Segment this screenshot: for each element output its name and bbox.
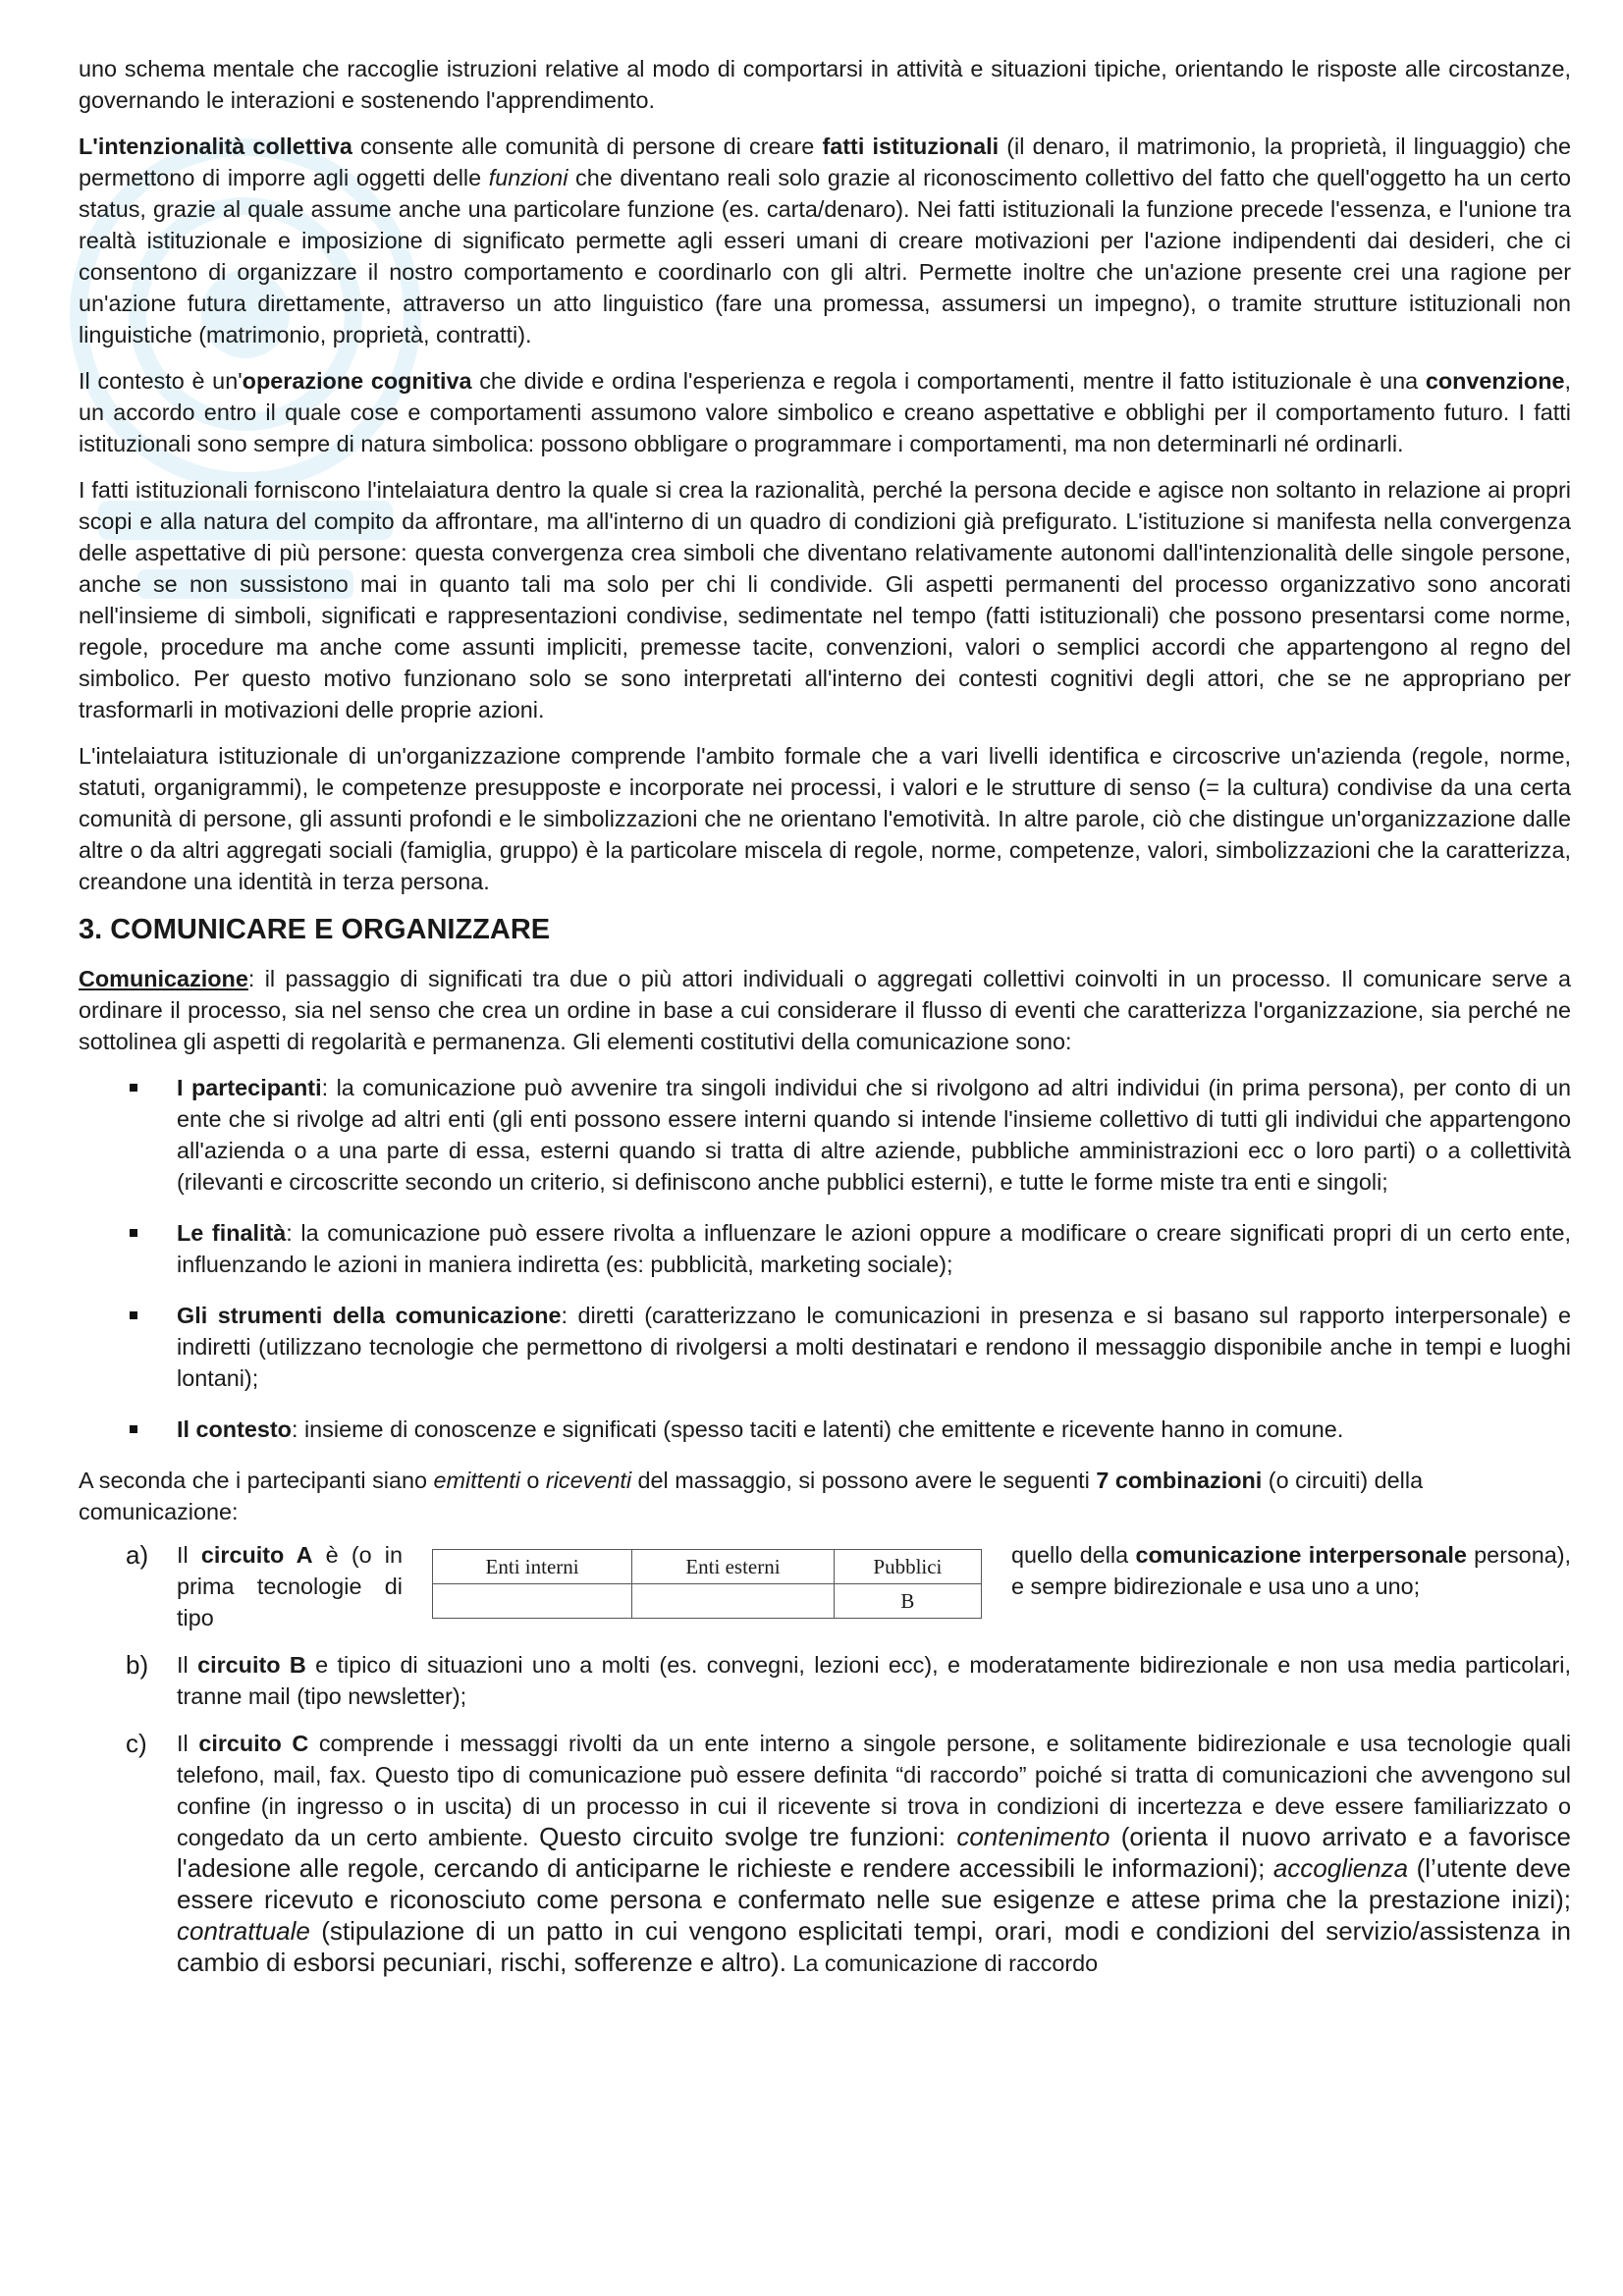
item-marker-c: c): [126, 1729, 147, 1758]
document-page: [79, 53, 1571, 1995]
communication-elements-list: [79, 1072, 1571, 1445]
section-heading: 3. COMUNICARE E ORGANIZZARE: [79, 914, 551, 945]
combinations-paragraph: A seconda che i partecipanti siano emittenti o riceventi del massaggio, si possono avere le seguenti 7 combinazioni (o circuiti) della comunicazione:: [79, 1468, 1424, 1524]
intro-paragraph: uno schema mentale che raccoglie istruzioni relative al modo di comportarsi in attività e situazioni tipiche, orientando le risposte alle circostanze, governando le interazioni e sostenendo l'apprendimento.: [79, 56, 1571, 113]
table-cell: [433, 1584, 632, 1619]
circuit-a-item: [79, 1539, 1571, 1633]
collective-intentionality-paragraph: L'intenzionalità collettiva consente alle comunità di persone di creare fatti istituzionali (il denaro, il matrimonio, la proprietà, il linguaggio) che permettono di imporre agli oggetti delle funzioni che diventano reali solo grazie al riconoscimento collettivo del fatto che quell'oggetto ha un certo status, grazie al quale assume anche una particolare funzione (es. carta/denaro). Nei fatti istituzionali la funzione precede l'essenza, e l'unione tra realtà istituzionale e imposizione di significato permette agli esseri umani di creare motivazioni per l'azione indipendenti dai desideri, che ci consentono di organizzare il nostro comportamento e coordinarlo con gli altri. Permette inoltre che un'azione presente crei una ragione per un'azione futura direttamente, attraverso un atto linguistico (fare una promessa, assumersi un impegno), o tramite strutture istituzionali non linguistiche (matrimonio, proprietà, contratti).: [79, 133, 1572, 347]
table-cell-b: B: [834, 1584, 981, 1619]
list-item-context: Il contesto: insieme di conoscenze e significati (spesso taciti e latenti) che emittente e ricevente hanno in comune.: [79, 1414, 1571, 1445]
circuit-c-item: c) Il circuito C comprende i messaggi rivolti da un ente interno a singole persone, e solitamente bidirezionale e usa tecnologie quali telefono, mail, fax. Questo tipo di comunicazione può essere definita “di raccordo” poiché si tratta di comunicazioni che avvengono sul confine (in ingresso o in uscita) di un processo in cui il ricevente si trova in condizioni di incertezza e deve essere familiarizzato o congedato da un certo ambiente. Questo circuito svolge tre funzioni: contenimento (orienta il nuovo arrivato e a favorisce l'adesione alle regole, cercando di anticiparne le richieste e rendere accessibili le informazioni); accoglienza (l’utente deve essere ricevuto e riconosciuto come persona e confermato nelle sue esigenze e attese prima che la prestazione inizi); contrattuale (stipulazione di un patto in cui vengono esplicitati tempi, orari, modi e condizioni del servizio/assistenza in cambio di esborsi pecuniari, rischi, sofferenze e altro). La comunicazione di raccordo: [79, 1728, 1571, 1979]
table-header-internal: Enti interni: [433, 1550, 632, 1584]
item-marker-b: b): [126, 1650, 149, 1680]
circuit-table: [432, 1549, 982, 1619]
table-cell: [632, 1584, 835, 1619]
institutional-facts-paragraph: I fatti istituzionali forniscono l'intelaiatura dentro la quale si crea la razionalità, perché la persona decide e agisce non soltanto in relazione ai propri scopi e alla natura del compito da affrontare, ma all'interno di un quadro di condizioni già prefigurato. L'istituzione si manifesta nella convergenza delle aspettative di più persone: questa convergenza crea simboli che diventano relativamente autonomi dall'intenzionalità delle singole persone, anche se non sussistono mai in quanto tali ma solo per chi li condivide. Gli aspetti permanenti del processo organizzativo sono ancorati nell'insieme di simboli, significati e rappresentazioni condivise, sedimentate nel tempo (fatti istituzionali) che possono presentarsi come norme, regole, procedure ma anche come assunti impliciti, premesse tacite, convenzioni, valori o semplici accordi che appartengono al regno del simbolico. Per questo motivo funzionano solo se sono interpretati all'interno dei contesti cognitivi degli attori, che se ne appropriano per trasformarli in motivazioni delle proprie azioni.: [79, 477, 1571, 722]
table-header-public: Pubblici: [834, 1550, 981, 1584]
circuit-a-left-text: Il circuito A è (o in prima tecnologie di tipo: [177, 1542, 403, 1630]
list-item-participants: I partecipanti: la comunicazione può avvenire tra singoli individui che si rivolgono ad altri individui (in prima persona), per conto di un ente che si rivolge ad altri enti (gli enti possono essere interni quando si intende l'insieme collettivo di tutti gli individui che appartengono all'azienda o a una parte di essa, esterni quando si tratta di altre aziende, pubbliche amministrazioni ecc o loro parti) o a collettività (rilevanti e circoscritte secondo un criterio, si definiscono anche pubblici esterni), e tutte le forme miste tra enti e singoli;: [79, 1072, 1571, 1198]
item-marker-a: a): [126, 1540, 149, 1570]
list-item-tools: Gli strumenti della comunicazione: diretti (caratterizzano le comunicazioni in presenza e si basano sul rapporto interpersonale) e indiretti (utilizzano tecnologie che permettono di rivolgersi a molti destinatari e rendono il messaggio disponibile anche in tempi e luoghi lontani);: [79, 1300, 1571, 1394]
table-header-external: Enti esterni: [632, 1550, 835, 1584]
circuit-a-right-text: quello della comunicazione interpersonale persona), e sempre bidirezionale e usa uno a uno;: [1011, 1542, 1571, 1599]
communication-definition-paragraph: Comunicazione: il passaggio di significati tra due o più attori individuali o aggregati collettivi coinvolti in un processo. Il comunicare serve a ordinare il processo, sia nel senso che crea un ordine in base a cui considerare il flusso di eventi che caratterizza l'organizzazione, sia perché ne sottolinea gli aspetti di regolarità e permanenza. Gli elementi costitutivi della comunicazione sono:: [79, 966, 1571, 1054]
circuit-b-item: b) Il circuito B e tipico di situazioni uno a molti (es. convegni, lezioni ecc), e moderatamente bidirezionale e non usa media particolari, tranne mail (tipo newsletter);: [79, 1649, 1571, 1712]
institutional-framework-paragraph: L'intelaiatura istituzionale di un'organizzazione comprende l'ambito formale che a vari livelli identifica e circoscrive un'azienda (regole, norme, statuti, organigrammi), le competenze presupposte e incorporate nei processi, i valori e le strutture di senso (= la cultura) condivise da una certa comunità di persone, gli assunti profondi e le simbolizzazioni che ne orientano l'emotività. In altre parole, ciò che distingue un'organizzazione dalle altre o da altri aggregati sociali (famiglia, gruppo) è la particolare miscela di regole, norme, competenze, valori, simbolizzazioni che la caratterizza, creandone una identità in terza persona.: [79, 743, 1571, 894]
list-item-purposes: Le finalità: la comunicazione può essere rivolta a influenzare le azioni oppure a modificare o creare significati propri di un certo ente, influenzando le azioni in maniera indiretta (es: pubblicità, marketing sociale);: [79, 1217, 1571, 1280]
context-paragraph: Il contesto è un'operazione cognitiva che divide e ordina l'esperienza e regola i comportamenti, mentre il fatto istituzionale è una convenzione, un accordo entro il quale cose e comportamenti assumono valore simbolico e creano aspettative e obblighi per il comportamento futuro. I fatti istituzionali sono sempre di natura simbolica: possono obbligare o programmare i comportamenti, ma non determinarli né ordinarli.: [79, 368, 1571, 456]
